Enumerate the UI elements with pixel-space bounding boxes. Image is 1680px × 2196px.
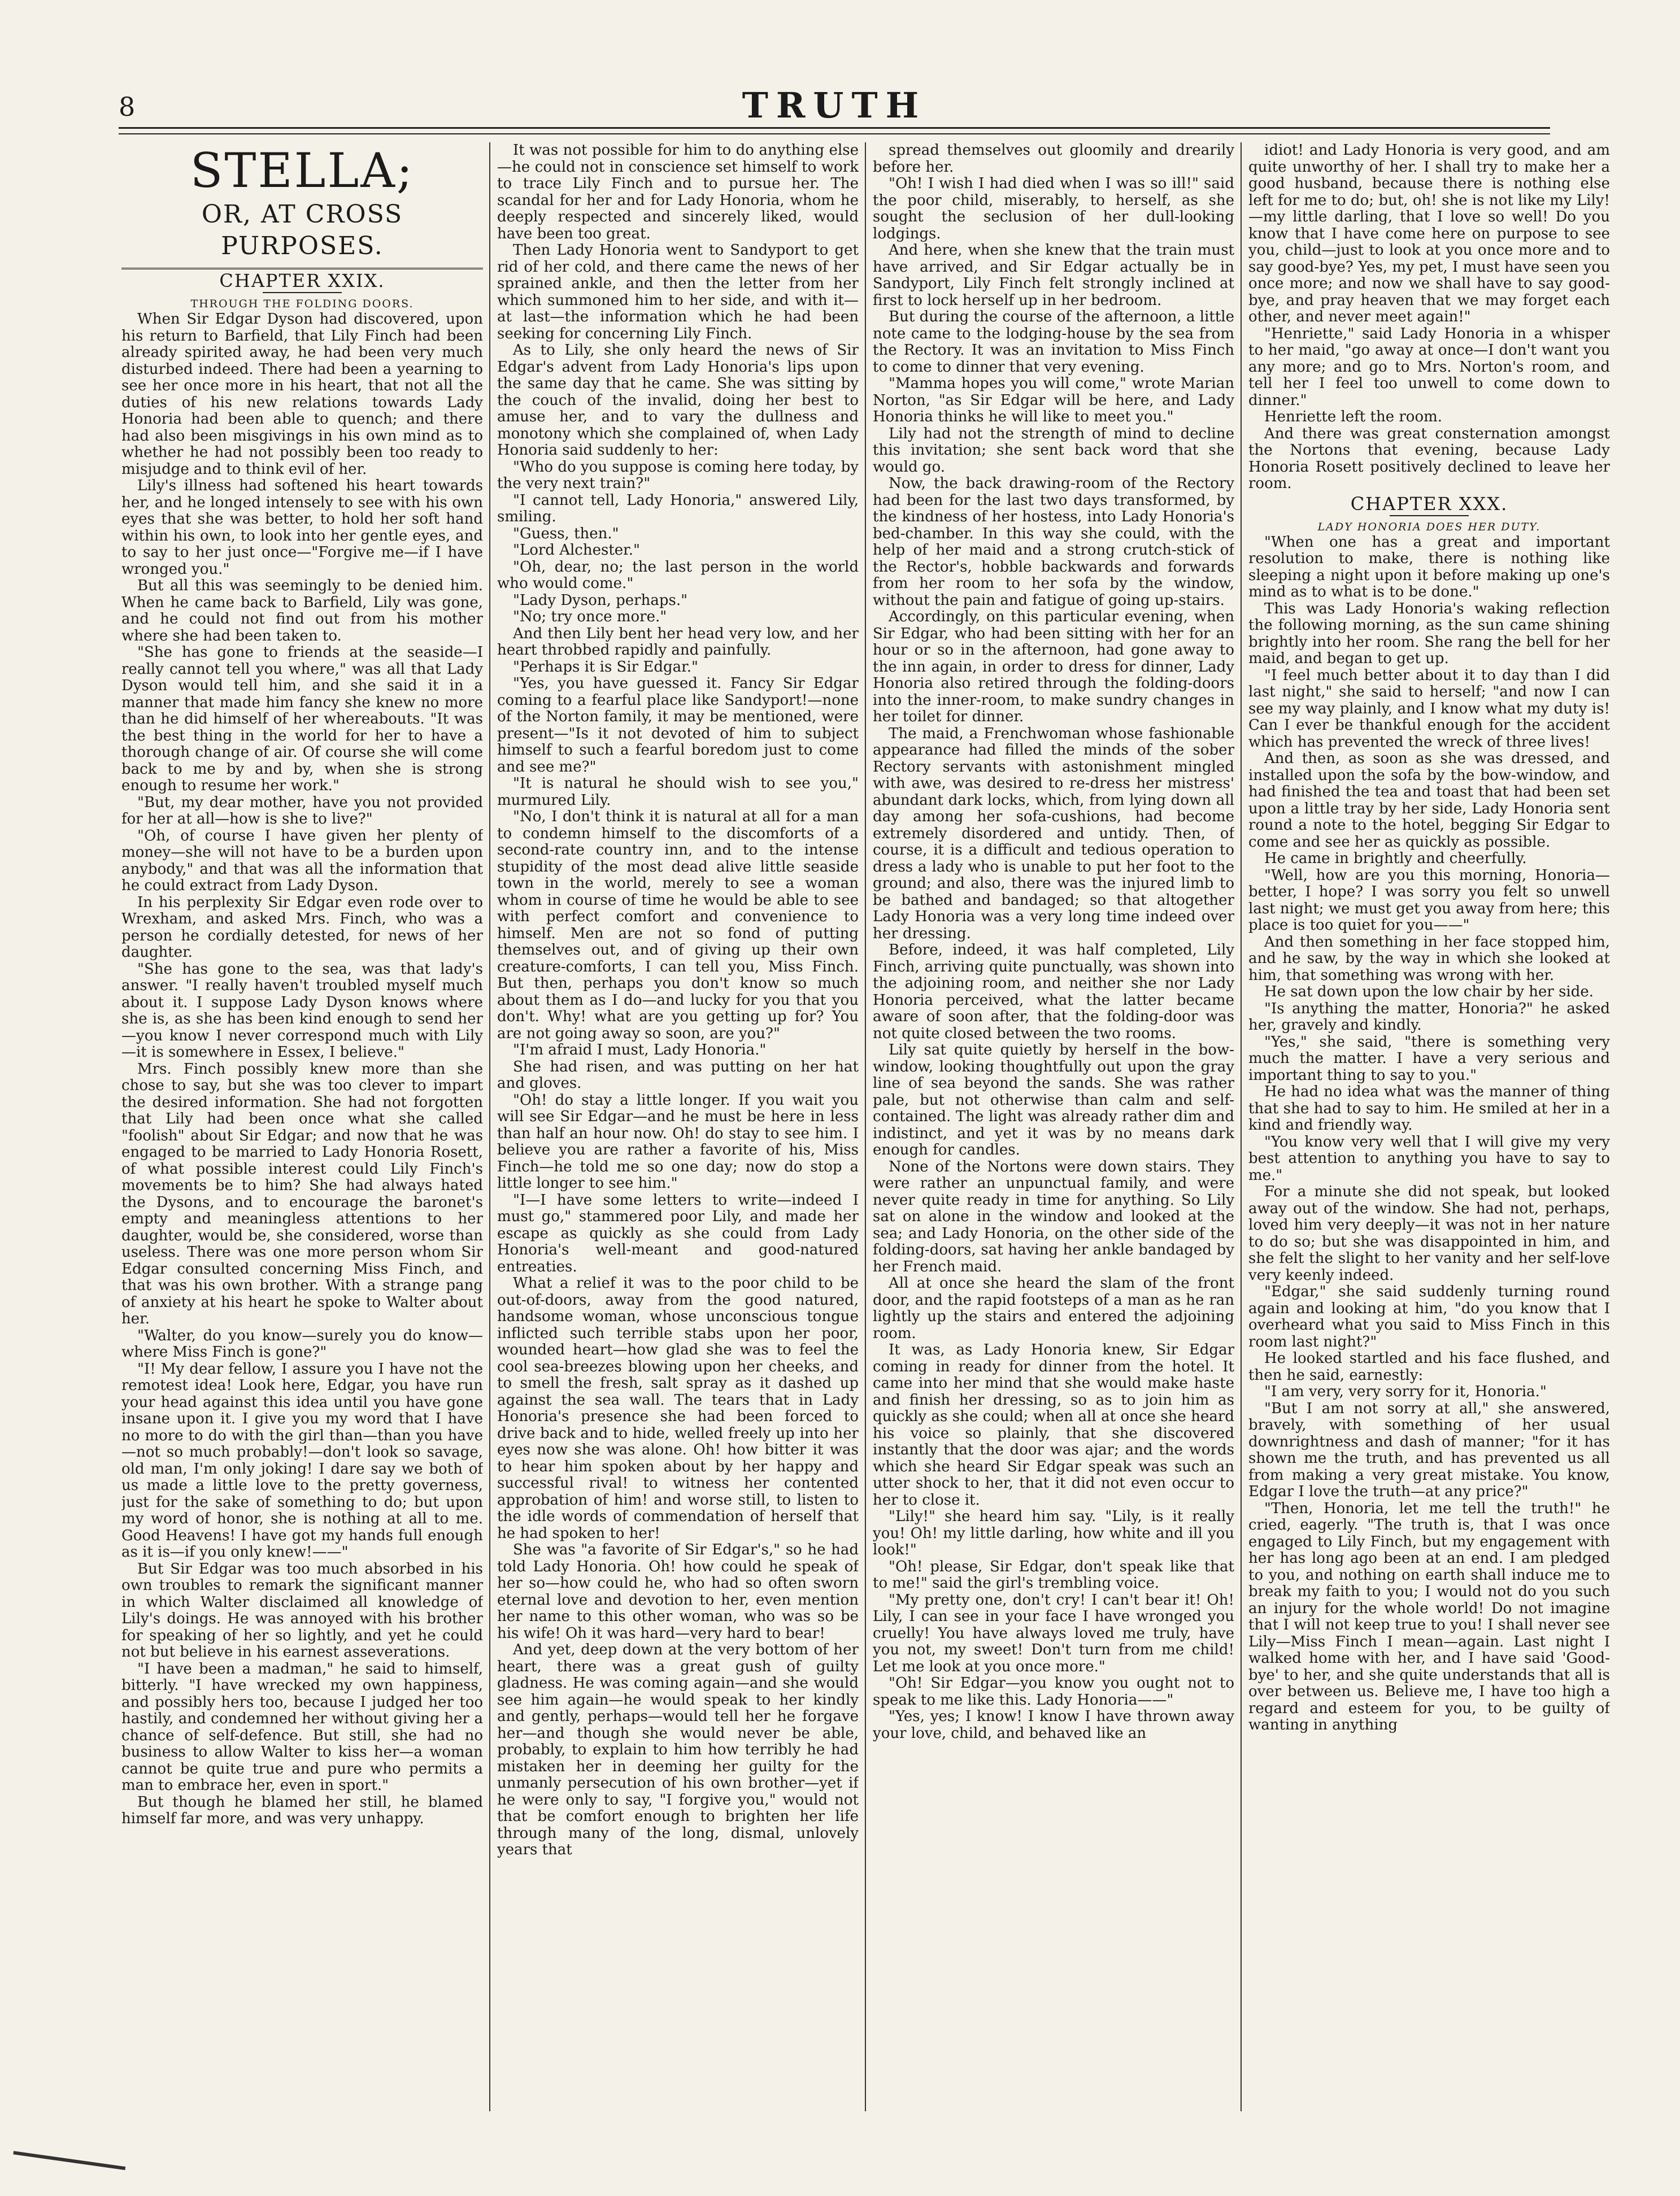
- paragraph: It was not possible for him to do anything else—he could not in conscience set himself to work to trace Lily Finch and to pursue her. The scandal for her and for Lady Honoria, whom he deeply respected and sincerely liked, would have been too great.: [497, 142, 859, 242]
- paragraph: Mrs. Finch possibly knew more than she chose to say, but she was too clever to impart the desired information. She had not forgotten that Lily had been once what she called "foolish" about Sir Edgar; and now that he was engaged to be married to Lady Honoria Rosett, of what possible interest could Lily Finch's movements be to him? She had always hated the Dysons, and to encourage the baronet's empty and meaningless attentions to her daughter, would be, she considered, worse than useless. There was one more person whom Sir Edgar consulted concerning Miss Finch, and that was his own brother. With a strange pang of anxiety at his heart he spoke to Walter about her.: [121, 1060, 483, 1327]
- page-number: 8: [119, 91, 136, 122]
- paragraph: "No, I don't think it is natural at all for a man to condemn himself to the discomforts of a second-rate country inn, and to the intense stupidity of the most dead alive little seaside town in the world, merely to see a woman whom in course of time he would be able to see with perfect comfort and convenience to himself. Men are not so fond of putting themselves out, and of giving up their own creature-comforts, I can tell you, Miss Finch. But then, perhaps you don't know so much about them as I do—and lucky for you that you don't. Why! what are you getting up for? You are not going away so soon, are you?": [497, 808, 859, 1042]
- paragraph: "Guess, then.": [513, 525, 619, 542]
- column-divider: [865, 142, 866, 2111]
- paragraph: "No; try once more.": [513, 608, 667, 625]
- story-title: STELLA;: [190, 143, 415, 198]
- paragraph: "Who do you suppose is coming here today, by the very next train?": [497, 458, 859, 492]
- paragraph: He looked startled and his face flushed, and then he said, earnestly:: [1248, 1350, 1610, 1384]
- paragraph: "Oh! do stay a little longer. If you wait you will see Sir Edgar—and he must be here in less than half an hour now. Oh! do stay to see him. I believe you are rather a favorite of his, Miss Finch—he told me so one day; now do stop a little longer to see him.": [497, 1091, 859, 1192]
- paragraph: And then something in her face stopped him, and he saw, by the way in which she looked at him, that something was wrong with her.: [1248, 933, 1610, 984]
- paragraph: "Lily!" she heard him say. "Lily, is it really you! Oh! my little darling, how white and ill you look!": [873, 1508, 1234, 1558]
- paragraph: "I am very, very sorry for it, Honoria.": [1264, 1383, 1547, 1400]
- paragraph: She had risen, and was putting on her hat and gloves.: [497, 1058, 859, 1092]
- column-2: [497, 142, 859, 2111]
- chapter-29-subtitle: THROUGH THE FOLDING DOORS.: [190, 298, 414, 310]
- paragraph: "She has gone to the sea, was that lady's answer. "I really haven't troubled myself much about it. I suppose Lady Dyson knows where she is, as she has been kind enough to send her—you know I never correspond much with Lily—it is somewhere in Essex, I believe.": [121, 960, 483, 1061]
- paragraph: "I! My dear fellow, I assure you I have not the remotest idea! Look here, Edgar, you have run your head against this idea until you have gone insane upon it. I give you my word that I have no more to do with the girl than—than you have—not so much probably!—don't look so savage, old man, I'm only joking! I dare say we both of us made a little love to the pretty governess, just for the sake of something to do; but upon my word of honor, she is nothing at all to me. Good Heavens! I have got my hands full enough as it is—if you only knew!——": [121, 1360, 483, 1561]
- paragraph: "Yes," she said, "there is something very much the matter. I have a very serious and important thing to say to you.": [1248, 1033, 1610, 1084]
- paragraph: "I'm afraid I must, Lady Honoria.": [513, 1042, 767, 1058]
- paragraph: "Henriette," said Lady Honoria in a whisper to her maid, "go away at once—I don't want you any more; and go to Mrs. Norton's room, and tell her I feel too unwell to come down to dinner.": [1248, 325, 1610, 409]
- paragraph: "Mamma hopes you will come," wrote Marian Norton, "as Sir Edgar will be here, and Lady Honoria thinks he will like to meet you.": [873, 375, 1234, 425]
- paragraph: idiot! and Lady Honoria is very good, and am quite unworthy of her. I shall try to make her a good husband, because there is nothing else left for me to do; but, oh! she is not like my Lily!—my little darling, that I love so well! Do you know that I have come here on purpose to see you, child—just to look at you once more and to say good-bye? Yes, my pet, I must have seen you once more; and now we shall have to say good-bye, and pray heaven that we may forget each other, and never meet again!": [1248, 142, 1610, 325]
- paragraph: "Yes, you have guessed it. Fancy Sir Edgar coming to a fearful place like Sandyport!—none of the Norton family, it may be mentioned, were present—"Is it not devoted of him to subject himself to such a fearful boredom just to come and see me?": [497, 675, 859, 775]
- column-1: [121, 142, 483, 2111]
- paragraph: None of the Nortons were down stairs. They were rather an unpunctual family, and were never quite ready in time for anything. So Lily sat on alone in the window and looked at the sea; and Lady Honoria, on the other side of the folding-doors, sat having her ankle bandaged by her French maid.: [873, 1158, 1234, 1275]
- paragraph: But all this was seemingly to be denied him. When he came back to Barfield, Lily was gone, and he could not find out from his mother where she had been taken to.: [121, 577, 483, 644]
- paragraph: For a minute she did not speak, but looked away out of the window. She had not, perhaps, loved him very deeply—it was not in her nature to do so; but she was disappointed in him, and she felt the slight to her vanity and her self-love very keenly indeed.: [1248, 1183, 1610, 1284]
- paragraph: He sat down upon the low chair by her side.: [1264, 983, 1594, 1000]
- paragraph: He had no idea what was the manner of thing that she had to say to him. He smiled at her in a kind and friendly way.: [1248, 1083, 1610, 1134]
- column-1-body: [121, 311, 483, 1828]
- header-rule: [119, 127, 1550, 129]
- paragraph: He came in brightly and cheerfully.: [1264, 850, 1527, 867]
- paragraph: Before, indeed, it was half completed, Lily Finch, arriving quite punctually, was shown into the adjoining room, and neither she nor Lady Honoria perceived, what the latter became aware of soon after, that the folding-door was not quite closed between the two rooms.: [873, 942, 1234, 1042]
- paragraph: The maid, a Frenchwoman whose fashionable appearance had filled the minds of the sober Rectory servants with astonishment mingled with awe, was desired to re-dress her mistress' abundant dark locks, which, from lying down all day among her sofa-cushions, had become extremely disordered and untidy. Then, of course, it is a difficult and tedious operation to dress a lady who is unable to put her foot to the ground; and also, there was the injured limb to be bathed and bandaged; so that altogether Lady Honoria was a very long time indeed over her dressing.: [873, 725, 1234, 942]
- paragraph: Now, the back drawing-room of the Rectory had been for the last two days transformed, by the kindness of her hostess, into Lady Honoria's bed-chamber. In this way she could, with the help of her maid and a strong crutch-stick of the Rector's, hobble backwards and forwards from her room to her sofa by the window, without the pain and fatigue of going up-stairs.: [873, 475, 1234, 609]
- scan-mark: [10, 2151, 125, 2192]
- paragraph: "Lady Dyson, perhaps.": [513, 591, 688, 609]
- paragraph: "Walter, do you know—surely you do know—where Miss Finch is gone?": [121, 1327, 483, 1361]
- paragraph: "Lord Alchester.": [513, 542, 640, 559]
- paragraph: But though he blamed her still, he blamed himself far more, and was very unhappy.: [121, 1793, 483, 1827]
- paragraph: She was "a favorite of Sir Edgar's," so he had told Lady Honoria. Oh! how could he speak of her so—how could he, who had so often sworn eternal love and devotion to her, even mention her name to this other woman, who was so be his wife! Oh it was hard—very hard to bear!: [497, 1541, 859, 1642]
- paragraph: This was Lady Honoria's waking reflection the following morning, as the sun came shining brightly into her room. She rang the bell for her maid, and began to get up.: [1248, 600, 1610, 667]
- chapter-29-title: CHAPTER XXIX.: [219, 270, 385, 291]
- paragraph: "Perhaps it is Sir Edgar.": [513, 658, 698, 676]
- paragraph: "She has gone to friends at the seaside—I really cannot tell you where," was all that Lady Dyson would tell him, and she said it in a manner that made him fancy she knew no more than he did himself of her whereabouts. "It was the best thing in the world for her to have a thorough change of air. Of course she will come back to me by and by, when she is strong enough to resume her work.": [121, 644, 483, 794]
- paragraph: And there was great consternation amongst the Nortons that evening, because Lady Honoria Rosett positively declined to leave her room.: [1248, 425, 1610, 492]
- paragraph: "You know very well that I will give my very best attention to anything you have to say to me.": [1248, 1133, 1610, 1184]
- paragraph: Lily sat quite quietly by herself in the bow-window, looking thoughtfully out upon the gray line of sea beyond the sands. She was rather pale, but not otherwise than calm and self-contained. The light was already rather dim and indistinct, and yet it was by no means dark enough for candles.: [873, 1042, 1234, 1158]
- column-4-body-top: [1248, 142, 1610, 493]
- column-2-body: [497, 142, 859, 1859]
- paragraph: Henriette left the room.: [1264, 408, 1443, 425]
- story-subtitle: OR, AT CROSS PURPOSES.: [121, 199, 483, 269]
- column-3-body: [873, 142, 1234, 1742]
- paragraph: When Sir Edgar Dyson had discovered, upon his return to Barfield, that Lily Finch had been already spirited away, he had been very much disturbed indeed. There had been a yearning to see her once more in his heart, that not all the duties of his new relations towards Lady Honoria had been able to quench; and there had also been misgivings in his own mind as to whether he had not possibly been too ready to misjudge and to think evil of her.: [121, 311, 483, 478]
- paragraph: "Then, Honoria, let me tell the truth!" he cried, eagerly. "The truth is, that I was once engaged to Lily Finch, but my engagement with her has long ago been at an end. I am pledged to you, and nothing on earth shall induce me to break my faith to you; I would not do you such an injury for the whole world! Do not imagine that I will not keep true to you! I shall never see Lily—Miss Finch I mean—again. Last night I walked home with her, and I have said 'Good-bye' to her, and she quite understands that all is over between us. Believe me, I have too high a regard and esteem for you, to be guilty of wanting in anything: [1248, 1500, 1610, 1733]
- column-4: [1248, 142, 1610, 2111]
- paragraph: "Well, how are you this morning, Honoria—better, I hope? I was sorry you felt so unwell last night; we must get you away from here; this place is too quiet for you——": [1248, 866, 1610, 934]
- paragraph: "My pretty one, don't cry! I can't bear it! Oh! Lily, I can see in your face I have wronged you cruelly! You have always loved me truly, have you not, my sweet! Don't turn from me child! Let me look at you once more.": [873, 1591, 1234, 1675]
- paragraph: "It is natural he should wish to see you," murmured Lily.: [497, 775, 859, 809]
- paragraph: What a relief it was to the poor child to be out-of-doors, away from the good natured, handsome woman, whose unconscious tongue inflicted such terrible stabs upon her poor, wounded heart—how glad she was to feel the cool sea-breezes blowing upon her cheeks, and to smell the fresh, salt spray as it dashed up against the sea wall. The tears that in Lady Honoria's presence she had been forced to drive back and to hide, welled freely up into her eyes now she was alone. Oh! how bitter it was to hear him spoken about by her happy and successful rival! to witness her contented approbation of him! and worse still, to listen to the idle words of commendation of herself that he had spoken to her!: [497, 1275, 859, 1542]
- paragraph: All at once she heard the slam of the front door, and the rapid footsteps of a man as he ran lightly up the stairs and entered the adjoining room.: [873, 1275, 1234, 1342]
- masthead-title: TRUTH: [742, 85, 927, 126]
- paragraph: Lily's illness had softened his heart towards her, and he longed intensely to see with his own eyes that she was better, to hold her soft hand within his own, to look into her gentle eyes, and to say to her just once—"Forgive me—if I have wronged you.": [121, 477, 483, 578]
- paragraph: "Oh! I wish I had died when I was so ill!" said the poor child, miserably, to herself, as she sought the seclusion of her dull-looking lodgings.: [873, 175, 1234, 242]
- paragraph: "Edgar," she said suddenly turning round again and looking at him, "do you know that I overheard what you said to Miss Finch in this room last night?": [1248, 1283, 1610, 1350]
- paragraph: Accordingly, on this particular evening, when Sir Edgar, who had been sitting with her for an hour or so in the afternoon, had gone away to the inn again, in order to dress for dinner, Lady Honoria also retired through the folding-doors into the inner-room, to make sundry changes in her toilet for dinner.: [873, 608, 1234, 725]
- paragraph: And yet, deep down at the very bottom of her heart, there was a great gush of guilty gladness. He was coming again—and she would see him again—he would speak to her kindly and gently, perhaps—would tell her he forgave her—and though she would never be able, probably, to explain to him how terribly he had mistaken her in deeming her guilty for the unmanly persecution of his own brother—yet if he were only to say, "I forgive you," would not that be comfort enough to brighten her life through many of the long, dismal, unlovely years that: [497, 1641, 859, 1858]
- chapter-rule: [263, 292, 342, 293]
- paragraph: Then Lady Honoria went to Sandyport to get rid of her cold, and there came the news of her sprained ankle, and then the letter from her which summoned him to her side, and with it—at last—the information which he had been seeking for concerning Lily Finch.: [497, 242, 859, 342]
- paragraph: But Sir Edgar was too much absorbed in his own troubles to remark the significant manner in which Walter disclaimed all knowledge of Lily's doings. He was annoyed with his brother for speaking of her so lightly, and yet he could not but believe in his earnest asseverations.: [121, 1560, 483, 1661]
- paragraph: It was, as Lady Honoria knew, Sir Edgar coming in ready for dinner from the hotel. It came into her mind that she would make haste and finish her dressing, so as to join him as quickly as she could; when all at once she heard his voice so plainly, that she discovered instantly that the door was ajar; and the words which she heard Sir Edgar speak was such an utter shock to her, that it did not even occur to her to close it.: [873, 1341, 1234, 1509]
- column-3: [873, 142, 1234, 2111]
- paragraph: And then Lily bent her head very low, and her heart throbbed rapidly and painfully.: [497, 625, 859, 659]
- paragraph: But during the course of the afternoon, a little note came to the lodging-house by the sea from the Rectory. It was an invitation to Miss Finch to come to dinner that very evening.: [873, 308, 1234, 376]
- paragraph: "When one has a great and important resolution to make, there is nothing like sleeping a night upon it before making up one's mind as to what is to be done.": [1248, 533, 1610, 600]
- paragraph: As to Lily, she only heard the news of Sir Edgar's advent from Lady Honoria's lips upon the same day that he came. She was sitting by the couch of the invalid, doing her best to amuse her, and to vary the dullness and monotony which she complained of, when Lady Honoria said suddenly to her:: [497, 342, 859, 459]
- column-4-body-bottom: [1248, 534, 1610, 1734]
- paragraph: spread themselves out gloomily and drearily before her.: [873, 142, 1234, 176]
- paragraph: "Is anything the matter, Honoria?" he asked her, gravely and kindly.: [1248, 1000, 1610, 1034]
- paragraph: "Oh! please, Sir Edgar, don't speak like that to me!" said the girl's trembling voice.: [873, 1558, 1234, 1592]
- chapter-rule: [1390, 515, 1469, 516]
- paragraph: "I feel much better about it to day than I did last night," she said to herself; "and now I can see my way plainly, and I know what my duty is! Can I ever be thankful enough for the accident which has prevented the wreck of three lives!: [1248, 666, 1610, 751]
- paragraph: And then, as soon as she was dressed, and installed upon the sofa by the bow-window, and had finished the tea and toast that had been set upon a little tray by her side, Lady Honoria sent round a note to the hotel, begging Sir Edgar to come and see her as quickly as possible.: [1248, 750, 1610, 851]
- paragraph: "I—I have some letters to write—indeed I must go," stammered poor Lily, and made her escape as quickly as she could from Lady Honoria's well-meant and good-natured entreaties.: [497, 1191, 859, 1275]
- paragraph: "But I am not sorry at all," she answered, bravely, with something of her usual downrightness and dash of manner; "for it has shown me the truth, and has prevented us all from making a very great mistake. You know, Edgar I love the truth—at any price?": [1248, 1400, 1610, 1500]
- paragraph: "But, my dear mother, have you not provided for her at all—how is she to live?": [121, 794, 483, 827]
- paragraph: In his perplexity Sir Edgar even rode over to Wrexham, and asked Mrs. Finch, who was a person he cordially detested, for news of her daughter.: [121, 894, 483, 961]
- paragraph: "Oh, dear, no; the last person in the world who would come.": [497, 558, 859, 592]
- paragraph: "I cannot tell, Lady Honoria," answered Lily, smiling.: [497, 491, 859, 525]
- paragraph: "Oh! Sir Edgar—you know you ought not to speak to me like this. Lady Honoria——": [873, 1675, 1234, 1709]
- paragraph: "I have been a madman," he said to himself, bitterly. "I have wrecked my own happiness, and possibly hers too, because I judged her too hastily, and condemned her without giving her a chance of self-defence. But still, she had no business to allow Walter to kiss her—a woman cannot be quite true and pure who permits a man to embrace her, even in sport.": [121, 1660, 483, 1794]
- chapter-30-subtitle: LADY HONORIA DOES HER DUTY.: [1317, 520, 1541, 533]
- paragraph: Lily had not the strength of mind to decline this invitation; she sent back word that she would go.: [873, 425, 1234, 476]
- paragraph: "Yes, yes; I know! I know I have thrown away your love, child, and behaved like an: [873, 1708, 1234, 1742]
- header-rule-thin: [119, 133, 1550, 134]
- chapter-30-title: CHAPTER XXX.: [1350, 493, 1508, 515]
- column-divider: [1241, 142, 1242, 2111]
- paragraph: And here, when she knew that the train must have arrived, and Sir Edgar actually be in Sandyport, Lily Finch felt strongly inclined at first to lock herself up in her bedroom.: [873, 242, 1234, 309]
- paragraph: "Oh, of course I have given her plenty of money—she will not have to be a burden upon anybody," and that was all the information that he could extract from Lady Dyson.: [121, 827, 483, 894]
- column-divider: [489, 142, 490, 2111]
